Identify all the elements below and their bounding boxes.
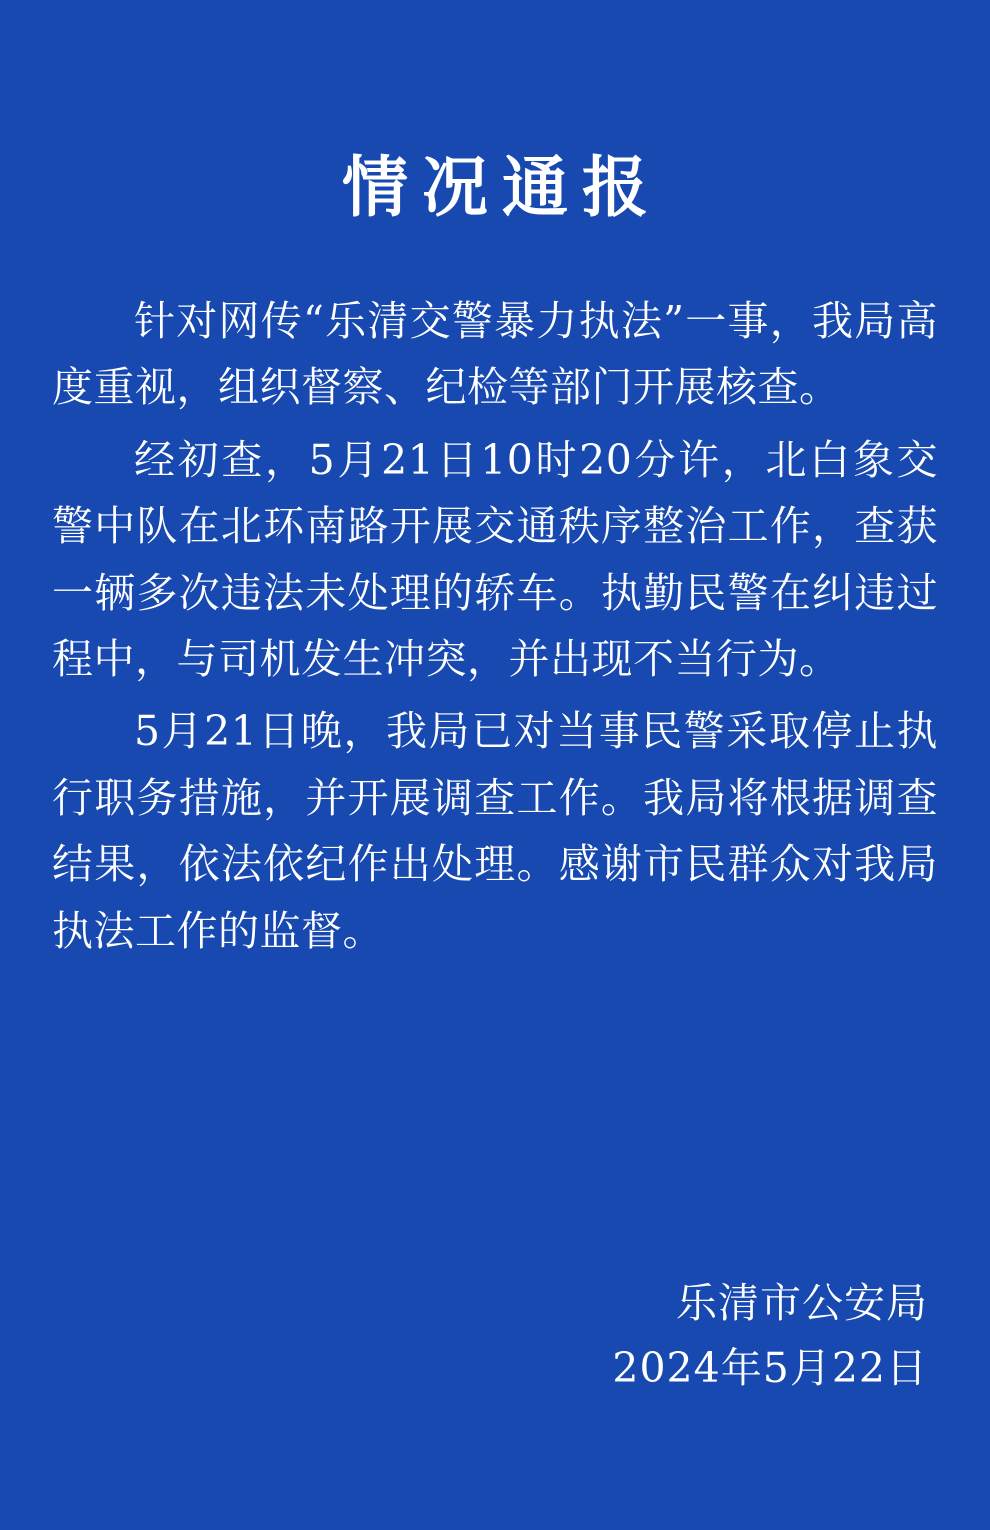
page-title: 情况通报 xyxy=(342,148,662,226)
signature-block xyxy=(52,1271,938,1490)
signature-organization: 乐清市公安局 xyxy=(676,1278,928,1327)
signature-date: 2024年5月22日 xyxy=(612,1344,928,1393)
paragraph: 5月21日晚，我局已对当事民警采取停止执行职务措施，并开展调查工作。我局将根据调查结果，依法依纪作出处理。感谢市民群众对我局执法工作的监督。 xyxy=(52,707,938,955)
paragraph: 经初查，5月21日10时20分许，北白象交警中队在北环南路开展交通秩序整治工作，查获一辆多次违法未处理的轿车。执勤民警在纠违过程中，与司机发生冲突，并出现不当行为。 xyxy=(52,435,938,683)
paragraph: 针对网传“乐清交警暴力执法”一事，我局高度重视，组织督察、纪检等部门开展核查。 xyxy=(52,296,938,412)
notice-body xyxy=(52,288,938,970)
